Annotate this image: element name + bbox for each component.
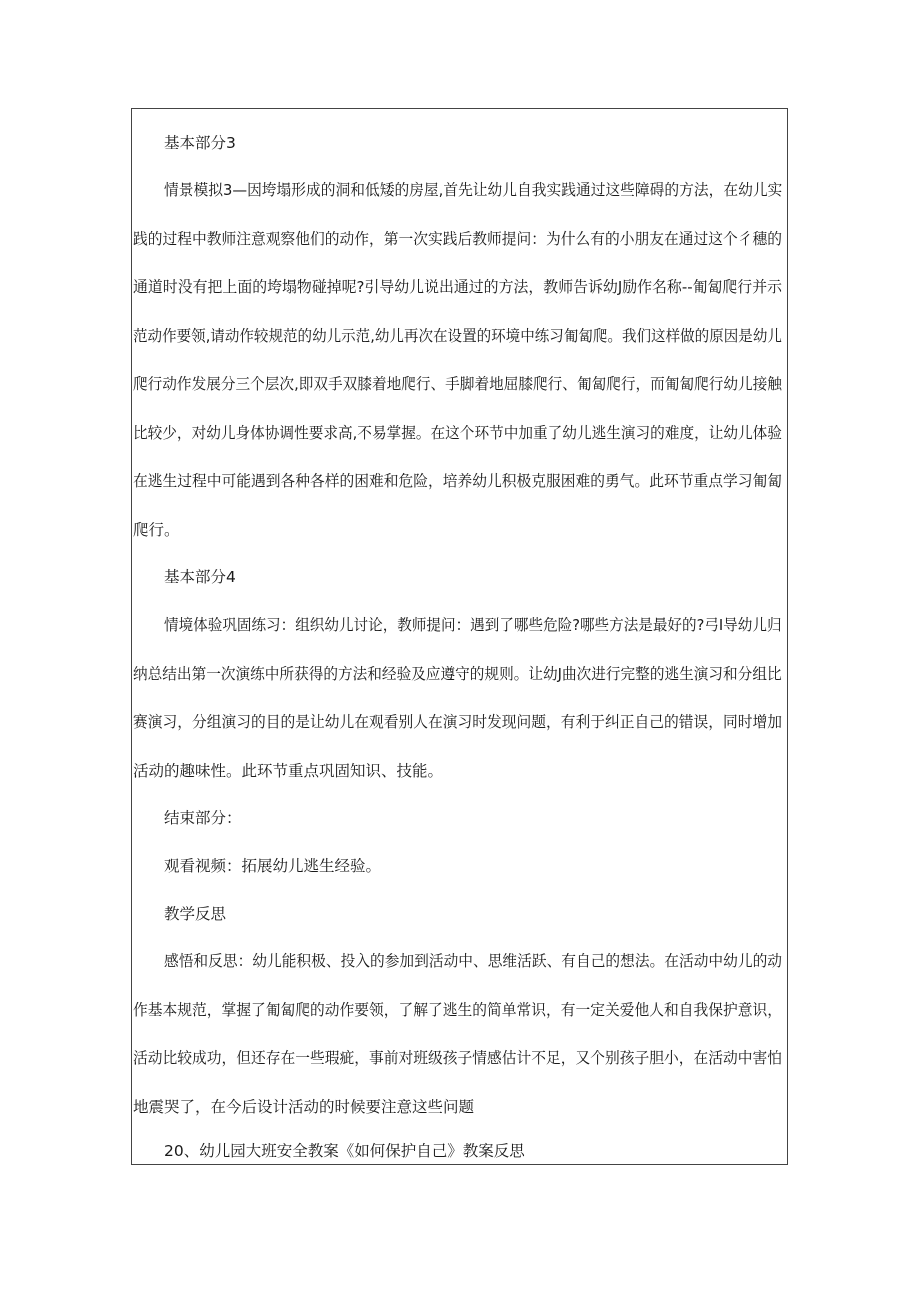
reflection-line-2: 作基本规范，掌握了匍匐爬的动作要领，了解了逃生的简单常识，有一定关爱他人和自我保护意识， bbox=[133, 1001, 783, 1019]
ending-heading: 结束部分： bbox=[164, 809, 242, 827]
section-4-line-3: 赛演习，分组演习的目的是让幼儿在观看别人在演习时发现问题，有利于纠正自己的错误，同时增加 bbox=[133, 713, 783, 731]
section-4-line-4: 活动的趣味性。此环节重点巩固知识、技能。 bbox=[133, 762, 444, 780]
section-3-line-2: 践的过程中教师注意观察他们的动作，第一次实践后教师提问：为什么有的小朋友在通过这个彳穗的 bbox=[133, 230, 783, 248]
section-3-line-8: 爬行。 bbox=[133, 521, 180, 539]
section-4-line-2: 纳总结出第一次演练中所获得的方法和经验及应遵守的规则。让幼J曲次进行完整的逃生演习和分组比 bbox=[133, 665, 782, 683]
section-3-line-4: 范动作要领,请动作较规范的幼儿示范,幼儿再次在设置的环境中练习匍匐爬。我们这样做的原因是幼儿 bbox=[133, 327, 782, 345]
section-4-line-1: 情境体验巩固练习：组织幼儿讨论，教师提问：遇到了哪些危险?哪些方法是最好的?弓I导幼儿归 bbox=[164, 616, 782, 634]
next-item-title: 20、幼儿园大班安全教案《如何保护自己》教案反思 bbox=[164, 1142, 525, 1160]
reflection-line-1: 感悟和反思：幼儿能积极、投入的参加到活动中、思维活跃、有自己的想法。在活动中幼儿的动 bbox=[164, 952, 783, 970]
section-3-heading: 基本部分3 bbox=[164, 134, 236, 152]
ending-text: 观看视频：拓展幼儿逃生经验。 bbox=[164, 857, 382, 875]
reflection-line-4: 地震哭了，在今后设计活动的时候要注意这些问题 bbox=[133, 1098, 475, 1116]
section-3-line-5: 爬行动作发展分三个层次,即双手双膝着地爬行、手脚着地屈膝爬行、匍匐爬行，而匍匐爬行幼儿接触 bbox=[133, 375, 782, 393]
section-3-line-3: 通道时没有把上面的垮塌物碰掉呢?引导幼儿说出通过的方法，教师告诉幼J励作名称--匍匐爬行并示 bbox=[133, 278, 783, 296]
section-3-line-7: 在逃生过程中可能遇到各种各样的困难和危险，培养幼儿积极克服困难的勇气。此环节重点学习匍匐 bbox=[133, 472, 783, 490]
section-4-heading: 基本部分4 bbox=[164, 568, 236, 586]
section-3-line-1: 情景模拟3—因垮塌形成的洞和低矮的房屋,首先让幼儿自我实践通过这些障碍的方法，在幼儿实 bbox=[164, 181, 783, 199]
reflection-heading: 教学反思 bbox=[164, 905, 227, 923]
reflection-line-3: 活动比较成功，但还存在一些瑕疵，事前对班级孩子情感估计不足，又个别孩子胆小，在活动中害怕 bbox=[133, 1049, 783, 1067]
section-3-line-6: 比较少，对幼儿身体协调性要求高,不易掌握。在这个环节中加重了幼儿逃生演习的难度，让幼儿体验 bbox=[133, 424, 782, 442]
